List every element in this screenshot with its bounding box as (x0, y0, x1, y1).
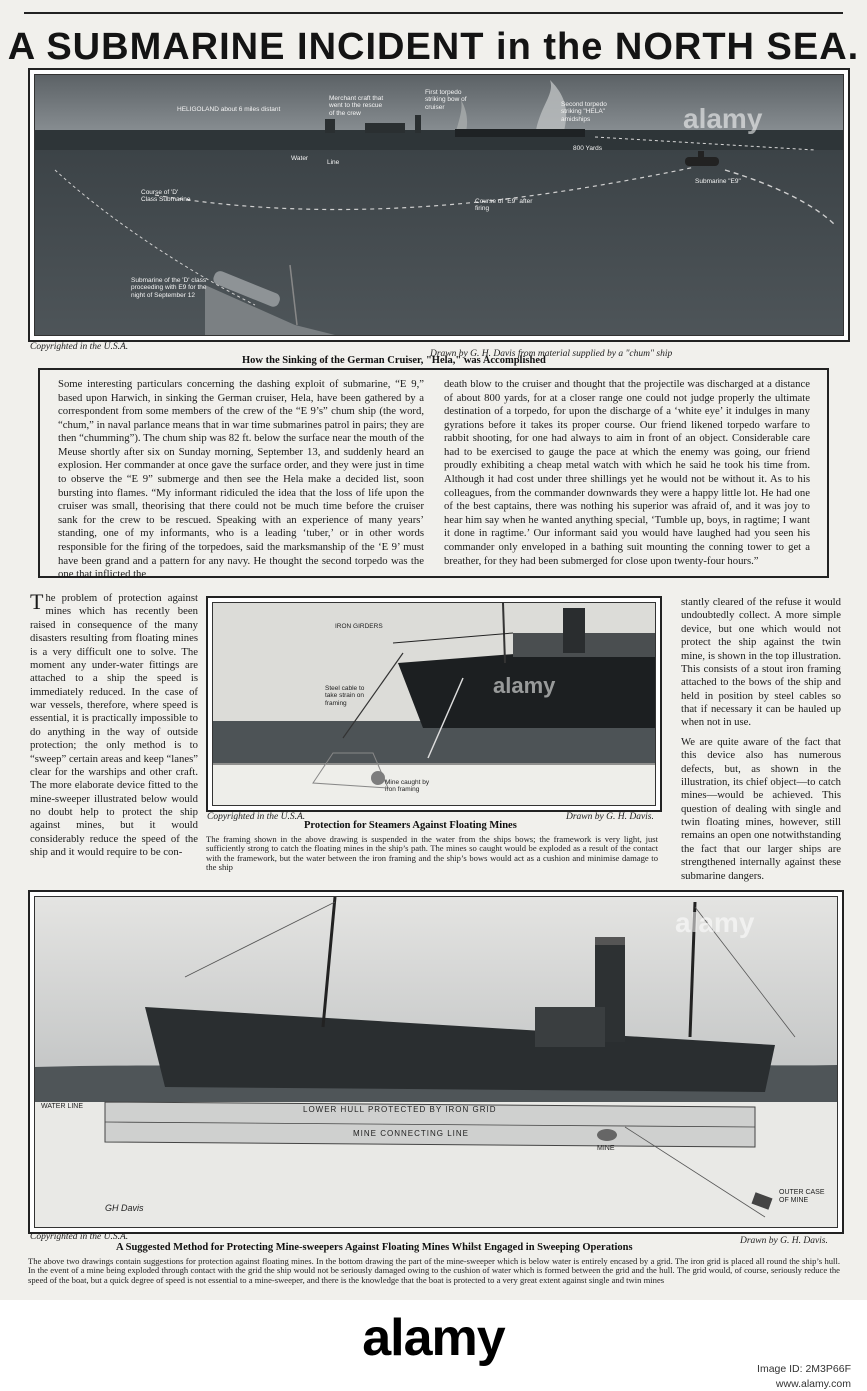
label-outer-case: OUTER CASE OF MINE (779, 1189, 825, 1205)
boxed-article (38, 368, 829, 581)
label-steel-cable: Steel cable to take strain on framing (325, 685, 365, 707)
figure3-credit-left: Copyrighted in the U.S.A. (30, 1232, 129, 1242)
figure2-caption: Protection for Steamers Against Floating Mines (304, 820, 517, 831)
artist-signature: GH Davis (105, 1203, 144, 1213)
figure3-subcaption: The above two drawings contain suggestions for protection against floating mines. In the bottom drawing the part of the mine-sweeper which is below water is entirely encased by a grid. The iron grid is placed all round the ship’s hull. In the event of a mine being exploded through contact with the grid the ship would not be seriously damaged owing to the cushion of water which is formed between the grid and the hull. The grid would, of course, seriously reduce the speed of the boat, but a quick degree of speed is not essential to a mine-sweeper, and there is the knowledge that the boat is protected to a very great extent against single and twin mines (28, 1256, 840, 1285)
figure1-caption: How the Sinking of the German Cruiser, "Hela," was Accomplished (242, 355, 546, 366)
minesweeper-illustration (35, 897, 837, 1227)
alamy-logo: alamy (362, 1309, 505, 1367)
label-second-torpedo: Second torpedo striking "HELA" amidships (561, 101, 607, 123)
label-iron-girders: IRON GIRDERS (335, 623, 383, 630)
watermark-alamy-1: alamy (683, 103, 763, 134)
watermark-alamy-3: alamy (675, 907, 755, 938)
boxed-article-col1: Some interesting particulars concerning the dashing exploit of submarine, “E 9,” based upon Harwich, in sinking the German cruiser, Hela, have been gathered by a correspondent from some members of the crew of the “E 9’s” chum ship (the word, “chum,” in naval parlance means that in war time submarines patrol in pairs; they are then “chumming”). The chum ship was 82 ft. below the surface near the mouth of the Meuse shortly after six on Sunday morning, September 13, and suddenly heard an explosion. Her commander at once gave the surface order, and they were just in time to observe the “E 9” submerge and then see the Hela make a decided list, soon bursting into flames. “My informant ridiculed the idea that the loss of life upon the cruiser was small, theorising that there could not be much time before the cruiser sank for the crew to be rescued. Speaking with an experience of many years’ standing, one of my informants, who is a leading ‘tuber,’ or in other words responsible for the firing of the torpedoes, said the marksmanship of the ‘E 9’ must have been grand and a pattern for any navy. He thought the second torpedo was the one that inflicted the (58, 378, 424, 581)
figure3-caption: A Suggested Method for Protecting Mine-sweepers Against Floating Mines Whilst Engaged in Sweeping Operations (116, 1242, 633, 1253)
label-lower-hull: LOWER HULL PROTECTED BY IRON GRID (303, 1105, 497, 1114)
label-course-e9: Course of "E9" after firing (475, 198, 533, 213)
label-d-class-submarine: Submarine of the 'D' class proceeding with E9 for the night of September 12 (131, 277, 207, 299)
left-article (30, 589, 198, 860)
label-mine-caught: Mine caught by iron framing (385, 779, 430, 794)
label-course-d-class: Course of 'D' Class Submarine (141, 189, 191, 204)
right-article-p1: stantly cleared of the refuse it would undoubtedly collect. A more simple device, but one which would not protect the ship against the twin mine, is shown in the top illustration. This consists of a stout iron framing attached to the bows of the ship and held in position by steel cables so that if necessary it can be hauled up when not in use. (681, 596, 841, 729)
label-submarine-e9: Submarine "E9" (695, 178, 741, 185)
label-water-line: WATER LINE (41, 1103, 84, 1110)
image-url: www.alamy.com (775, 1377, 851, 1390)
image-id: Image ID: 2M3P66F (757, 1363, 851, 1375)
boxed-article-col2: death blow to the cruiser and thought that the projectile was discharged at a distance of about 800 yards, for at a closer range one could not judge properly the ultimate destination of a torpedo, for upon the discharge of a ‘white eye’ it indulges in many gyrations before it takes its proper course. Our friend likened torpedo warfare to rabbit shooting, for one had always to aim in front of an object. Considerable care had to be exercised to gauge the pace at which the enemy was going, our friend proudly exhibiting a cheap metal watch with which he said he took his time from. Although it had cost under three shillings yet he would not be without it. As to his colleagues, from the commander downwards they were a happy little lot. He had one of the best captains, there was nothing his superior was afraid of, and it was joy to hear him say when he wanted anything special, ‘Tumble up, boys, in ragtime; I want it done in ragtime.’ Our informant said you would have laughed had you seen his commander only enveloped in a bathing suit mounting the conning tower to get a breather, for they had been submerged for close upon twenty-four hours.” (444, 378, 810, 567)
figure2-credit-right: Drawn by G. H. Davis. (566, 812, 654, 822)
label-heligoland: HELIGOLAND about 6 miles distant (177, 106, 281, 113)
label-line: Line (327, 159, 340, 166)
label-mine-connecting-line: MINE CONNECTING LINE (353, 1129, 470, 1138)
label-water: Water (291, 155, 309, 162)
figure-sinking-hela (28, 68, 850, 342)
figure1-credit-left: Copyrighted in the U.S.A. (30, 342, 129, 352)
label-distance: 800 Yards (573, 145, 603, 152)
image-id-text (757, 1362, 851, 1391)
figure-minesweeper (28, 890, 844, 1234)
right-article-p2: We are quite aware of the fact that this device also has numerous defects, but, as shown in the illustration, its chief object—to catch mines—would be achieved. This question of dealing with single and twin floating mines, however, still remains an open one notwithstanding the fact that our larger ships are strengthened internally against these submarine dangers. (681, 735, 841, 882)
watermark-alamy-2: alamy (493, 673, 556, 698)
figure2-subcaption: The framing shown in the above drawing is suspended in the water from the ships bows; the framework is very light, just sufficiently strong to catch the floating mines in the ship’s path. The mines so caught would be exploded as a result of the contact with the framework, but the water between the iron framing and the ship’s bows would act as a cushion and minimise damage to the ship (206, 834, 658, 873)
right-article (681, 596, 841, 889)
figure-steamer-protection (206, 596, 662, 812)
figure3-credit-right: Drawn by G. H. Davis. (740, 1236, 828, 1246)
label-first-torpedo: First torpedo striking bow of cruiser (425, 89, 467, 111)
steamer-illustration (213, 603, 655, 805)
label-mine: MINE (597, 1145, 615, 1152)
dropcap: T (30, 589, 44, 614)
left-article-text: he problem of protection against mines which has recently been raised in consequence of the many disasters resulting from floating mines is a very difficult one to solve. The moment any under-water fittings are attached to a ship the speed is immediately reduced. In the case of war vessels, therefore, where speed is essential, it is practically impossible to do anything in the way of outside protection; the only method is to “sweep” certain areas and keep “lanes” clear for the warships and other craft. The more elaborate device fitted to the mine-sweeper illustrated below would no doubt help to protect the ship against mines, but it would considerably reduce the speed of the ship and it would require to be con- (30, 592, 198, 859)
figure1-credit-right: Drawn by G. H. Davis from material supplied by a "chum" ship (430, 349, 673, 359)
headline: A SUBMARINE INCIDENT in the NORTH SEA. (7, 26, 860, 68)
top-rule (24, 12, 843, 14)
figure2-credit-left: Copyrighted in the U.S.A. (207, 812, 306, 822)
label-merchant-craft: Merchant craft that went to the rescue of the crew (329, 95, 384, 117)
